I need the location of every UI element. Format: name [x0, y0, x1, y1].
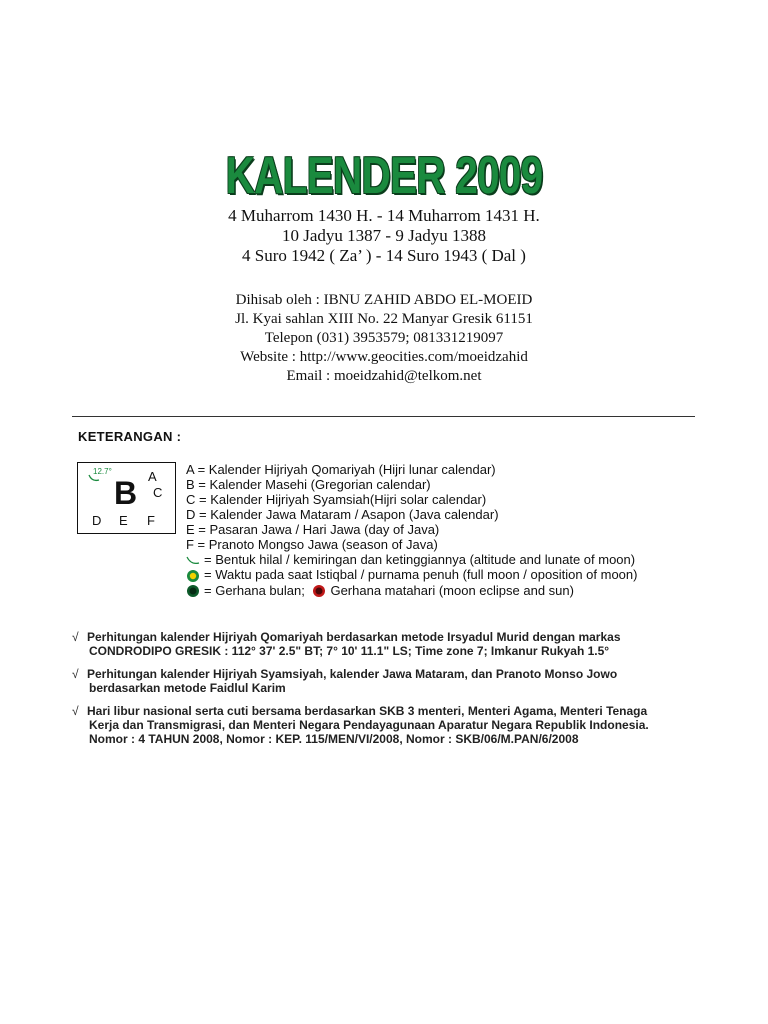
legend-letter-f: F — [147, 513, 155, 528]
hilal-icon — [186, 556, 200, 566]
gregorian-date-range: 10 Jadyu 1387 - 9 Jadyu 1388 — [282, 226, 486, 245]
hilal-icon — [88, 473, 100, 483]
sun-eclipse-description: Gerhana matahari (moon eclipse and sun) — [330, 582, 574, 598]
legend-letter-c: C — [153, 485, 163, 500]
note-line: berdasarkan metode Faidlul Karim — [89, 681, 286, 695]
legend-item-b: B = Kalender Masehi (Gregorian calendar) — [186, 477, 431, 492]
legend-item-hilal — [186, 552, 637, 567]
check-icon: √ — [72, 630, 79, 644]
note-item — [72, 704, 712, 746]
legend-letter-b: B — [114, 475, 138, 511]
java-date-range: 4 Suro 1942 ( Za’ ) - 14 Suro 1943 ( Dal ) — [242, 246, 526, 265]
check-icon: √ — [72, 704, 79, 718]
author-phone: Telepon (031) 3953579; 081331219097 — [264, 330, 504, 346]
note-item — [72, 630, 712, 658]
legend-item-eclipse — [186, 583, 637, 599]
note-line: CONDRODIPO GRESIK : 112° 37' 2.5" BT; 7° 10' 11.1" LS; Time zone 7; Imkanur Rukyah 1.5° — [89, 644, 610, 658]
legend-item-a: A = Kalender Hijriyah Qomariyah (Hijri lunar calendar) — [186, 462, 496, 477]
keterangan-heading: KETERANGAN : — [78, 429, 182, 444]
full-moon-description: = Waktu pada saat Istiqbal / purnama penuh (full moon / oposition of moon) — [204, 567, 638, 582]
divider — [72, 416, 695, 417]
author-email: Email : moeidzahid@telkom.net — [286, 368, 482, 384]
check-icon: √ — [72, 667, 79, 681]
note-line: Hari libur nasional serta cuti bersama berdasarkan SKB 3 menteri, Menteri Agama, Menteri Tenaga — [87, 704, 648, 718]
legend-item-f: F = Pranoto Mongso Jawa (season of Java) — [186, 537, 438, 552]
legend-letter-a: A — [148, 469, 157, 484]
legend-item-d: D = Kalender Jawa Mataram / Asapon (Java calendar) — [186, 507, 499, 522]
moon-eclipse-icon — [186, 584, 200, 598]
note-line: Perhitungan kalender Hijriyah Syamsiyah, kalender Jawa Mataram, dan Pranoto Monso Jowo — [87, 667, 618, 681]
full-moon-icon — [186, 569, 200, 583]
legend-list — [186, 462, 637, 598]
legend-letter-d: D — [92, 513, 102, 528]
legend-sample-cell — [77, 462, 176, 534]
legend-item-c: C = Kalender Hijriyah Syamsiah(Hijri solar calendar) — [186, 492, 487, 507]
author-name: Dihisab oleh : IBNU ZAHID ABDO EL-MOEID — [235, 292, 533, 308]
note-line: Perhitungan kalender Hijriyah Qomariyah berdasarkan metode Irsyadul Murid dengan markas — [87, 630, 621, 644]
note-line: Kerja dan Transmigrasi, dan Menteri Negara Pendayagunaan Aparatur Negara Republik Indonesia. — [89, 718, 649, 732]
moon-eclipse-description: = Gerhana bulan; — [204, 582, 305, 598]
hilal-description: = Bentuk hilal / kemiringan dan ketinggiannya (altitude and lunate of moon) — [204, 552, 636, 567]
note-item — [72, 667, 712, 695]
legend-item-e: E = Pasaran Jawa / Hari Jawa (day of Java) — [186, 522, 440, 537]
hijri-date-range: 4 Muharrom 1430 H. - 14 Muharrom 1431 H. — [228, 206, 540, 225]
legend-letter-e: E — [119, 513, 128, 528]
sun-eclipse-icon — [312, 584, 326, 598]
altitude-label: 12.7° — [93, 467, 112, 476]
note-line: Nomor : 4 TAHUN 2008, Nomor : KEP. 115/MEN/VI/2008, Nomor : SKB/06/M.PAN/6/2008 — [89, 732, 579, 746]
date-range-block — [0, 206, 768, 266]
notes-list — [72, 630, 712, 755]
author-block — [0, 291, 768, 386]
page-title: KALENDER 2009 — [225, 147, 543, 205]
author-address: Jl. Kyai sahlan XIII No. 22 Manyar Gresik 61151 — [235, 311, 533, 327]
author-website: Website : http://www.geocities.com/moeidzahid — [240, 349, 528, 365]
legend-item-full-moon — [186, 567, 637, 583]
